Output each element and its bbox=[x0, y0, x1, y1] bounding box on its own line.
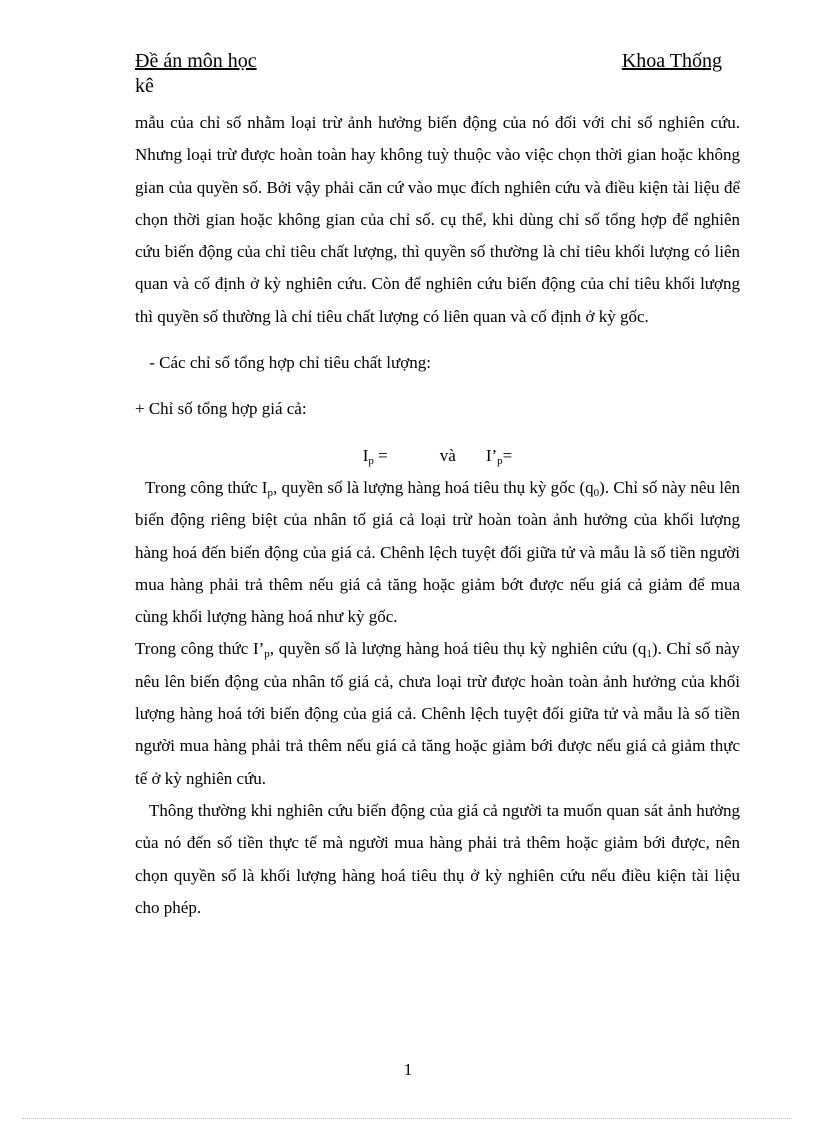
header-faculty: Khoa Thống bbox=[621, 50, 722, 72]
page-number: 1 bbox=[403, 1060, 413, 1079]
page-bottom-rule bbox=[22, 1118, 792, 1119]
paragraph-ip-prime-explanation: Trong công thức $I’_p$, quyền số là lượng hàng hoá tiêu thụ kỳ nghiên cứu $(q_1)$. Chỉ số này nêu lên biến động của nhân tố giá cả, chưa loại trừ được hoàn toàn ảnh hưởng của khối lượng hàng hoá tới biến động của giá cả. Chênh lệch tuyệt đối giữa tử và mẫu là số tiền người mua hàng phải trả thêm nếu giá cả tăng hoặc giảm bới được nếu giá cả giảm thực tế ở kỳ nghiên cứu. bbox=[135, 639, 740, 788]
header-faculty-wrap: kê bbox=[135, 75, 154, 97]
formula-and: và bbox=[439, 445, 456, 465]
formula-ip: $I_p$ = bbox=[362, 445, 388, 467]
page-header bbox=[135, 50, 740, 97]
paragraph-quality-indices: - Các chỉ số tổng hợp chỉ tiêu chất lượng: bbox=[145, 353, 431, 373]
header-course-title: Đề án môn học bbox=[135, 50, 257, 72]
formula-ip-prime: $I’_p=$ bbox=[485, 445, 513, 467]
header-line bbox=[135, 50, 740, 72]
paragraph-price-index: + Chỉ số tổng hợp giá cả: bbox=[135, 399, 307, 419]
document-body bbox=[135, 107, 740, 924]
paragraph-ip-explanation: Trong công thức $I_p$, quyền số là lượng hàng hoá tiêu thụ kỳ gốc $(q_0)$. Chỉ số này nêu lên biến động riêng biệt của nhân tố giá cả loại trừ hoàn toàn ảnh hưởng của khối lượng hàng hoá đến biến động của giá cả. Chênh lệch tuyệt đối giữa tử và mẫu là số tiền người mua hàng phải trả thêm nếu giá cả tăng hoặc giảm bớt được nếu giá cả giảm để mua cùng khối lượng hàng hoá như kỳ gốc. bbox=[135, 477, 741, 627]
paragraph-weights: mẫu của chỉ số nhằm loại trừ ảnh hưởng biến động của nó đối với chỉ số nghiên cứu. Nhưng loại trừ được hoàn toàn hay không tuỳ thuộc vào việc chọn thời gian hoặc không gian của quyền số. Bởi vậy phải căn cứ vào mục đích nghiên cứu và điều kiện tài liệu để chọn thời gian hoặc không gian của chỉ số. cụ thể, khi dùng chỉ số tổng hợp để nghiên cứu biến động của chỉ tiêu chất lượng, thì quyền số thường là chỉ tiêu khối lượng có liên quan và cố định ở kỳ nghiên cứu. Còn để nghiên cứu biến động của chỉ tiêu khối lượng thì quyền số thường là chỉ tiêu chất lượng có liên quan và cố định ở kỳ gốc. bbox=[135, 113, 740, 326]
paragraph-conclusion: Thông thường khi nghiên cứu biến động của giá cả người ta muốn quan sát ảnh hưởng của nó đến số tiền thực tế mà người mua hàng phải trả thêm hoặc giảm bới được, nên chọn quyền số là khối lượng hàng hoá tiêu thụ ở kỳ nghiên cứu nếu điều kiện tài liệu cho phép. bbox=[135, 800, 740, 917]
formula-price-index bbox=[135, 440, 740, 472]
